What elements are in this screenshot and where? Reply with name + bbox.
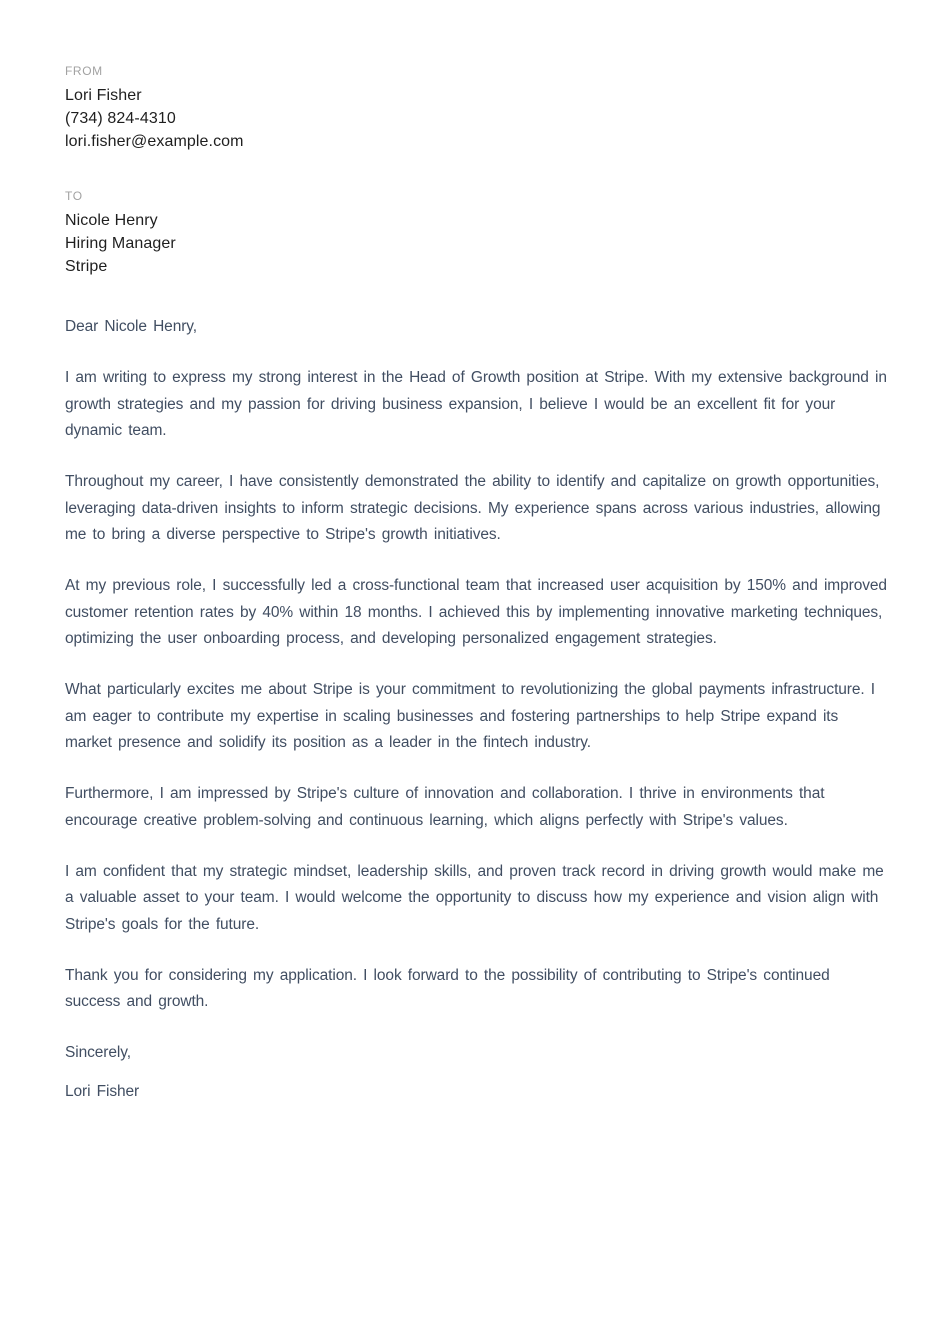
body-paragraph: Throughout my career, I have consistently demonstrated the ability to identify and capitalize on growth opportunities, leveraging data-driven insights to inform strategic decisions. My experience spans across various industries, allowing me to bring a diverse perspective to Stripe's growth initiatives. <box>65 473 881 543</box>
sender-name: Lori Fisher <box>65 87 142 104</box>
recipient-name: Nicole Henry <box>65 212 158 229</box>
recipient-label: TO <box>65 189 83 203</box>
body-paragraph: I am writing to express my strong interest in the Head of Growth position at Stripe. With my extensive background in growth strategies and my passion for driving business expansion, I believe I would be an excellent fit for your dynamic team. <box>65 369 887 439</box>
body-paragraph: What particularly excites me about Stripe is your commitment to revolutionizing the global payments infrastructure. I am eager to contribute my expertise in scaling businesses and fostering partnerships to help Stripe expand its market presence and solidify its position as a leader in the fintech industry. <box>65 681 876 751</box>
body-paragraph: Furthermore, I am impressed by Stripe's culture of innovation and collaboration. I thrive in environments that encourage creative problem-solving and continuous learning, which aligns perfectly with Stripe's values. <box>65 785 825 829</box>
sender-phone: (734) 824-4310 <box>65 110 176 127</box>
letter-content <box>65 64 887 1105</box>
sender-email: lori.fisher@example.com <box>65 133 244 150</box>
recipient-title: Hiring Manager <box>65 235 176 252</box>
signature: Lori Fisher <box>65 1082 140 1100</box>
sender-label: FROM <box>65 64 103 78</box>
salutation: Dear Nicole Henry, <box>65 318 197 335</box>
closing: Sincerely, <box>65 1044 131 1061</box>
body-paragraph: At my previous role, I successfully led a cross-functional team that increased user acquisition by 150% and improved customer retention rates by 40% within 18 months. I achieved this by implementing innovative marketing techniques, optimizing the user onboarding process, and developing personalized engagement strategies. <box>65 577 887 647</box>
sender-section <box>65 64 887 153</box>
letter-body <box>65 314 887 1105</box>
body-paragraph: Thank you for considering my application. I look forward to the possibility of contributing to Stripe's continued success and growth. <box>65 966 830 1010</box>
recipient-company: Stripe <box>65 258 108 275</box>
recipient-section <box>65 189 887 278</box>
body-paragraph: I am confident that my strategic mindset, leadership skills, and proven track record in driving growth would make me a valuable asset to your team. I would welcome the opportunity to discuss how my experience and vision align with Stripe's goals for the future. <box>65 862 884 933</box>
